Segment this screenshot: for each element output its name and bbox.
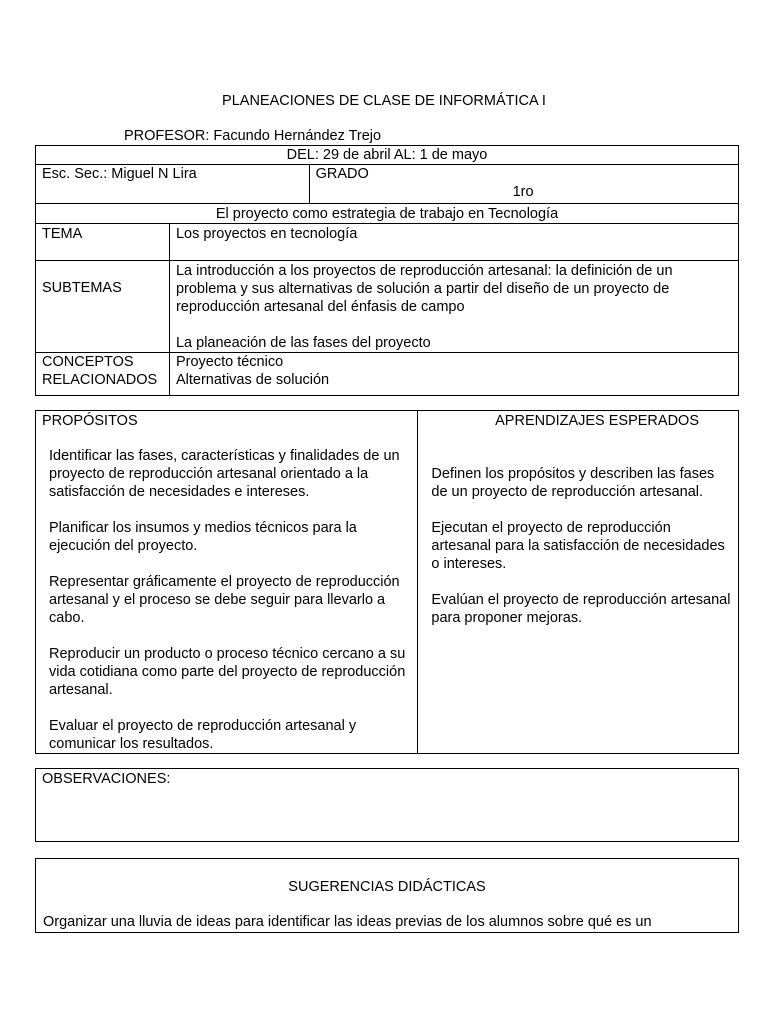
- tema-label: TEMA: [36, 224, 170, 261]
- aprendizaje-item: Definen los propósitos y describen las fases de un proyecto de reproducción artesanal.: [431, 466, 715, 500]
- grado-label: GRADO: [315, 166, 369, 182]
- aprendizajes-header: APRENDIZAJES ESPERADOS: [495, 413, 699, 429]
- proposito-item: Evaluar el proyecto de reproducción artesanal y comunicar los resultados.: [49, 718, 357, 752]
- propositos-list: [42, 447, 411, 753]
- dates-cell: DEL: 29 de abril AL: 1 de mayo: [36, 146, 739, 165]
- proposito-item: Representar gráficamente el proyecto de reproducción artesanal y el proceso se debe seguir para llevarlo a cabo.: [49, 574, 400, 626]
- concepto-1: Proyecto técnico: [175, 354, 284, 370]
- subtema-1: La introducción a los proyectos de reproducción artesanal: la definición de un problema y sus alternativas de solución a partir del diseño de un proyecto de reproducción artesanal del énfasis de campo: [175, 263, 673, 315]
- conceptos-label-2: RELACIONADOS: [42, 372, 158, 388]
- conceptos-label: [36, 353, 170, 396]
- aprendizaje-item: Evalúan el proyecto de reproducción artesanal para proponer mejoras.: [431, 592, 731, 626]
- school-cell: Esc. Sec.: Miguel N Lira: [36, 165, 310, 204]
- sugerencias-box: [35, 858, 739, 933]
- conceptos-value: [169, 353, 738, 396]
- document-title: PLANEACIONES DE CLASE DE INFORMÁTICA I: [222, 93, 546, 109]
- purposes-table: [35, 410, 739, 754]
- proposito-item: Planificar los insumos y medios técnicos para la ejecución del proyecto.: [49, 520, 357, 554]
- sugerencias-title: SUGERENCIAS DIDÁCTICAS: [288, 879, 486, 895]
- observaciones-label: OBSERVACIONES:: [42, 771, 171, 787]
- proposito-item: Identificar las fases, características y finalidades de un proyecto de reproducción artesanal orientado a la satisfacción de necesidades e intereses.: [49, 448, 400, 500]
- profesor-line: PROFESOR: Facundo Hernández Trejo: [124, 128, 382, 144]
- grado-cell: [309, 165, 738, 204]
- conceptos-label-1: CONCEPTOS: [42, 354, 134, 370]
- observaciones-box: [35, 768, 739, 842]
- aprendizajes-list: [424, 465, 732, 627]
- tema-value: Los proyectos en tecnología: [169, 224, 738, 261]
- proposito-item: Reproducir un producto o proceso técnico cercano a su vida cotidiana como parte del proyecto de reproducción artesanal.: [49, 646, 406, 698]
- aprendizajes-cell: [418, 411, 739, 754]
- concepto-2: Alternativas de solución: [175, 372, 330, 388]
- subtema-2: La planeación de las fases del proyecto: [175, 335, 431, 351]
- propositos-header: PROPÓSITOS: [42, 413, 138, 429]
- sugerencias-text: Organizar una lluvia de ideas para identificar las ideas previas de los alumnos sobre qué es un: [43, 914, 652, 930]
- aprendizaje-item: Ejecutan el proyecto de reproducción artesanal para la satisfacción de necesidades o intereses.: [431, 520, 725, 572]
- subtemas-value: [169, 261, 738, 353]
- header-table: [35, 145, 739, 396]
- propositos-cell: [36, 411, 418, 754]
- project-cell: El proyecto como estrategia de trabajo en Tecnología: [36, 204, 739, 224]
- subtemas-label: SUBTEMAS: [36, 261, 170, 353]
- grado-value: 1ro: [512, 184, 534, 200]
